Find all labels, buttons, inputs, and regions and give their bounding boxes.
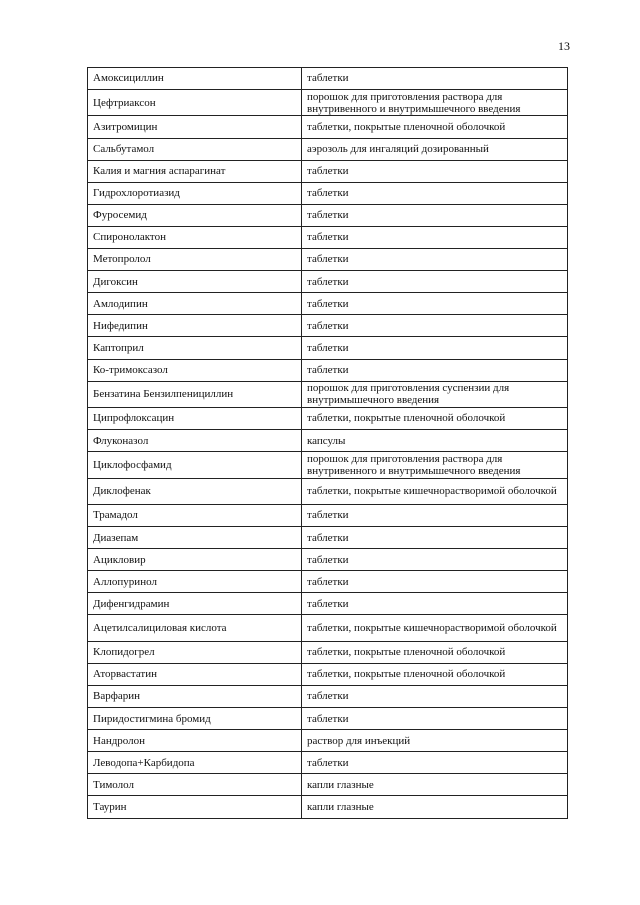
table-row — [88, 478, 568, 504]
drug-name-cell: Гидрохлоротиазид — [88, 182, 302, 204]
drug-name-cell: Ко-тримоксазол — [88, 359, 302, 381]
table-row — [88, 549, 568, 571]
drug-name-cell: Амоксициллин — [88, 68, 302, 90]
table-row — [88, 293, 568, 315]
dosage-form-cell: таблетки — [302, 249, 568, 271]
dosage-form-cell: капли глазные — [302, 796, 568, 818]
drug-name-cell: Леводопа+Карбидопа — [88, 752, 302, 774]
dosage-form-cell: таблетки, покрытые кишечнорастворимой оболочкой — [302, 478, 568, 504]
drug-name-cell: Ципрофлоксацин — [88, 408, 302, 430]
drug-name-cell: Трамадол — [88, 504, 302, 526]
table-row — [88, 408, 568, 430]
drug-name-cell: Таурин — [88, 796, 302, 818]
drug-name-cell: Варфарин — [88, 686, 302, 708]
dosage-form-cell: таблетки — [302, 571, 568, 593]
drug-name-cell: Калия и магния аспарагинат — [88, 160, 302, 182]
table-row — [88, 271, 568, 293]
drug-name-cell: Диклофенак — [88, 478, 302, 504]
page-number: 13 — [558, 39, 570, 53]
table-row — [88, 796, 568, 818]
dosage-form-cell: таблетки — [302, 686, 568, 708]
table-row — [88, 337, 568, 359]
drug-name-cell: Нифедипин — [88, 315, 302, 337]
medication-table-body — [88, 68, 568, 819]
dosage-form-cell: таблетки — [302, 527, 568, 549]
drug-name-cell: Каптоприл — [88, 337, 302, 359]
table-row — [88, 615, 568, 641]
dosage-form-cell: аэрозоль для ингаляций дозированный — [302, 138, 568, 160]
dosage-form-cell: таблетки, покрытые кишечнорастворимой оболочкой — [302, 615, 568, 641]
table-row — [88, 571, 568, 593]
dosage-form-cell: таблетки — [302, 315, 568, 337]
table-row — [88, 226, 568, 248]
table-row — [88, 204, 568, 226]
drug-name-cell: Флуконазол — [88, 430, 302, 452]
table-row — [88, 527, 568, 549]
table-row — [88, 160, 568, 182]
drug-name-cell: Дигоксин — [88, 271, 302, 293]
table-row — [88, 68, 568, 90]
drug-name-cell: Аторвастатин — [88, 663, 302, 685]
table-row — [88, 686, 568, 708]
dosage-form-cell: порошок для приготовления суспензии для внутримышечного введения — [302, 381, 568, 407]
dosage-form-cell: раствор для инъекций — [302, 730, 568, 752]
table-row — [88, 663, 568, 685]
table-row — [88, 249, 568, 271]
drug-name-cell: Клопидогрел — [88, 641, 302, 663]
dosage-form-cell: таблетки, покрытые пленочной оболочкой — [302, 408, 568, 430]
drug-name-cell: Амлодипин — [88, 293, 302, 315]
table-row — [88, 730, 568, 752]
table-row — [88, 752, 568, 774]
dosage-form-cell: порошок для приготовления раствора для внутривенного и внутримышечного введения — [302, 90, 568, 116]
drug-name-cell: Диазепам — [88, 527, 302, 549]
drug-name-cell: Ацетилсалициловая кислота — [88, 615, 302, 641]
dosage-form-cell: таблетки — [302, 182, 568, 204]
drug-name-cell: Метопролол — [88, 249, 302, 271]
table-row — [88, 774, 568, 796]
dosage-form-cell: таблетки, покрытые пленочной оболочкой — [302, 663, 568, 685]
table-row — [88, 116, 568, 138]
table-row — [88, 138, 568, 160]
dosage-form-cell: таблетки — [302, 271, 568, 293]
dosage-form-cell: таблетки — [302, 68, 568, 90]
drug-name-cell: Спиронолактон — [88, 226, 302, 248]
dosage-form-cell: таблетки — [302, 160, 568, 182]
table-row — [88, 430, 568, 452]
dosage-form-cell: капли глазные — [302, 774, 568, 796]
drug-name-cell: Бензатина Бензилпенициллин — [88, 381, 302, 407]
drug-name-cell: Ацикловир — [88, 549, 302, 571]
table-row — [88, 452, 568, 478]
drug-name-cell: Сальбутамол — [88, 138, 302, 160]
dosage-form-cell: таблетки — [302, 593, 568, 615]
table-row — [88, 359, 568, 381]
dosage-form-cell: таблетки — [302, 204, 568, 226]
table-row — [88, 504, 568, 526]
dosage-form-cell: таблетки — [302, 752, 568, 774]
dosage-form-cell: таблетки — [302, 337, 568, 359]
drug-name-cell: Аллопуринол — [88, 571, 302, 593]
dosage-form-cell: таблетки — [302, 708, 568, 730]
drug-name-cell: Фуросемид — [88, 204, 302, 226]
dosage-form-cell: таблетки — [302, 359, 568, 381]
drug-name-cell: Дифенгидрамин — [88, 593, 302, 615]
dosage-form-cell: таблетки — [302, 549, 568, 571]
table-row — [88, 708, 568, 730]
drug-name-cell: Циклофосфамид — [88, 452, 302, 478]
dosage-form-cell: капсулы — [302, 430, 568, 452]
dosage-form-cell: таблетки — [302, 293, 568, 315]
dosage-form-cell: таблетки — [302, 504, 568, 526]
drug-name-cell: Цефтриаксон — [88, 90, 302, 116]
table-row — [88, 90, 568, 116]
table-row — [88, 593, 568, 615]
dosage-form-cell: таблетки, покрытые пленочной оболочкой — [302, 116, 568, 138]
medication-table — [87, 67, 568, 819]
table-row — [88, 641, 568, 663]
drug-name-cell: Нандролон — [88, 730, 302, 752]
table-row — [88, 381, 568, 407]
drug-name-cell: Пиридостигмина бромид — [88, 708, 302, 730]
table-row — [88, 315, 568, 337]
dosage-form-cell: таблетки, покрытые пленочной оболочкой — [302, 641, 568, 663]
drug-name-cell: Тимолол — [88, 774, 302, 796]
table-row — [88, 182, 568, 204]
dosage-form-cell: порошок для приготовления раствора для внутривенного и внутримышечного введения — [302, 452, 568, 478]
drug-name-cell: Азитромицин — [88, 116, 302, 138]
dosage-form-cell: таблетки — [302, 226, 568, 248]
